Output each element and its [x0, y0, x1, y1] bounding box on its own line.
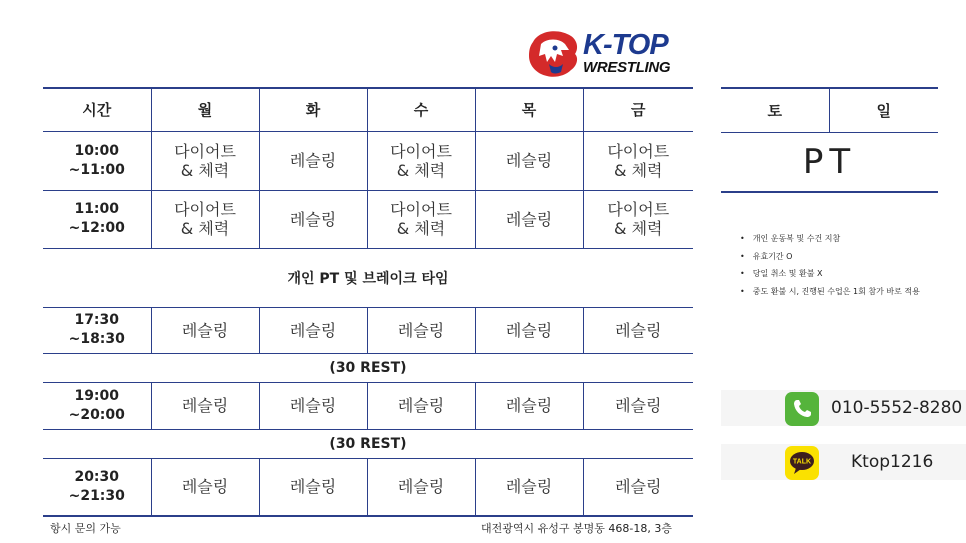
weekend-content-row [721, 133, 938, 193]
rest-label: (30 REST) [329, 435, 407, 452]
notice-list [740, 230, 920, 300]
class-cell: 레슬링 [259, 190, 367, 248]
break-row [43, 248, 693, 307]
class-cell: 레슬링 [615, 396, 662, 415]
talk-label: TALK [792, 458, 812, 466]
class-cell: 레슬링 [151, 307, 259, 353]
header-fri: 금 [631, 101, 646, 120]
logo-title: K-TOP [583, 29, 668, 61]
weekend-pt-label: PT [721, 133, 938, 193]
class-cell: 다이어트 & 체력 [607, 200, 670, 238]
class-cell: 레슬링 [475, 458, 583, 516]
class-cell: 레슬링 [475, 131, 583, 190]
kakao-contact [721, 444, 966, 480]
table-row [43, 458, 693, 516]
table-row [43, 131, 693, 190]
class-cell: 다이어트 & 체력 [367, 190, 475, 248]
class-cell: 레슬링 [615, 477, 662, 497]
phone-number: 010-5552-8280 [831, 398, 963, 418]
kakao-id: Ktop1216 [851, 452, 934, 472]
class-cell: 레슬링 [367, 382, 475, 429]
footer-inquiry-note: 항시 문의 가능 [50, 522, 121, 535]
header-tue: 화 [259, 88, 367, 131]
header-sun: 일 [829, 88, 938, 133]
list-item: • 당일 취소 및 환불 X [740, 265, 920, 283]
rest-label: (30 REST) [329, 359, 407, 376]
time-cell: 17:30 ~18:30 [43, 307, 151, 353]
class-cell: 레슬링 [475, 307, 583, 353]
class-cell: 레슬링 [615, 320, 662, 340]
class-cell: 레슬링 [259, 307, 367, 353]
class-cell: 레슬링 [151, 382, 259, 429]
weekend-header-row [721, 88, 938, 133]
phone-contact [721, 390, 966, 426]
table-row [43, 190, 693, 248]
class-cell: 다이어트 & 체력 [607, 141, 670, 180]
kakaotalk-icon [785, 446, 819, 480]
class-cell: 레슬링 [259, 458, 367, 516]
footer-address: 대전광역시 유성구 봉명동 468-18, 3층 [481, 522, 672, 535]
class-cell: 레슬링 [259, 131, 367, 190]
header-mon: 월 [151, 88, 259, 131]
table-row [43, 307, 693, 353]
ktop-logo [525, 28, 695, 80]
time-cell: 11:00 ~12:00 [43, 190, 151, 248]
list-item: • 개인 운동복 및 수건 지참 [740, 230, 920, 248]
class-cell: 레슬링 [475, 382, 583, 429]
schedule-header-row [43, 88, 693, 131]
header-thu: 목 [475, 88, 583, 131]
logo-subtitle: WRESTLING [583, 59, 671, 76]
class-cell: 다이어트 & 체력 [151, 131, 259, 190]
table-row [43, 382, 693, 429]
weekend-schedule-table [721, 87, 938, 193]
class-cell: 다이어트 & 체력 [367, 131, 475, 190]
header-sat: 토 [721, 88, 829, 133]
class-cell: 레슬링 [475, 190, 583, 248]
time-cell: 19:00 ~20:00 [43, 382, 151, 429]
phone-icon [785, 392, 819, 426]
class-cell: 레슬링 [367, 307, 475, 353]
rest-row [43, 429, 693, 458]
time-cell: 20:30 ~21:30 [43, 458, 151, 516]
header-time: 시간 [43, 88, 151, 131]
header-wed: 수 [367, 88, 475, 131]
class-cell: 레슬링 [259, 382, 367, 429]
lion-mascot-icon [525, 28, 581, 80]
break-label: 개인 PT 및 브레이크 타임 [287, 270, 449, 287]
weekday-schedule-table [43, 87, 693, 517]
rest-row [43, 353, 693, 382]
class-cell: 레슬링 [367, 458, 475, 516]
list-item: • 유효기간 O [740, 248, 920, 266]
class-cell: 레슬링 [151, 458, 259, 516]
list-item: • 중도 환불 시, 진행된 수업은 1회 참가 바로 적용 [740, 283, 920, 301]
class-cell: 다이어트 & 체력 [151, 190, 259, 248]
time-cell: 10:00 ~11:00 [43, 131, 151, 190]
